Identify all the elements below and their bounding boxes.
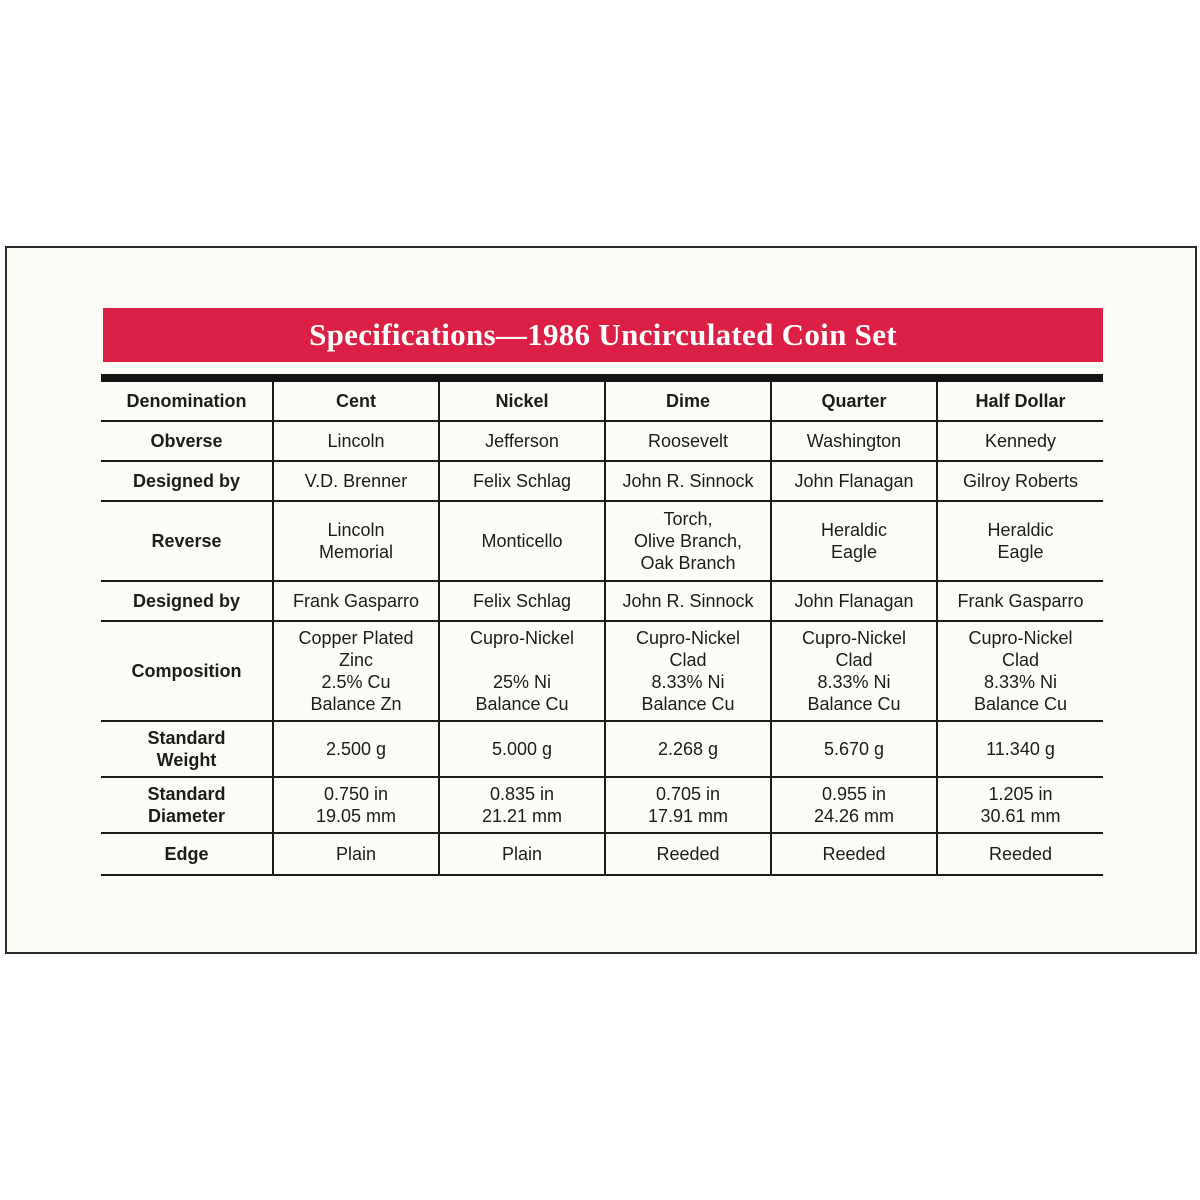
table-cell: Torch, Olive Branch, Oak Branch [605,501,771,581]
row-label: Designed by [101,461,273,501]
table-cell: Heraldic Eagle [937,501,1103,581]
table-cell: 0.750 in 19.05 mm [273,777,439,833]
table-cell: 2.500 g [273,721,439,777]
table-cell: Reeded [771,833,937,875]
table-cell: Gilroy Roberts [937,461,1103,501]
table-cell: Felix Schlag [439,461,605,501]
row-reverse [101,501,1103,581]
table-cell: Jefferson [439,421,605,461]
title-banner [103,308,1103,362]
table-cell: Reeded [605,833,771,875]
table-cell: 0.955 in 24.26 mm [771,777,937,833]
table-cell: Cupro-Nickel 25% Ni Balance Cu [439,621,605,721]
table-cell: Kennedy [937,421,1103,461]
table-cell: John R. Sinnock [605,461,771,501]
table-cell: Plain [439,833,605,875]
row-label: Designed by [101,581,273,621]
row-standard-weight [101,721,1103,777]
table-cell: Copper Plated Zinc 2.5% Cu Balance Zn [273,621,439,721]
row-obverse-designer [101,461,1103,501]
table-cell: Reeded [937,833,1103,875]
denomination-quarter: Quarter [771,378,937,421]
row-edge [101,833,1103,875]
table-cell: Cupro-Nickel Clad 8.33% Ni Balance Cu [937,621,1103,721]
row-label: Standard Weight [101,721,273,777]
table-cell: Plain [273,833,439,875]
table-cell: 11.340 g [937,721,1103,777]
table-cell: 2.268 g [605,721,771,777]
row-label: Reverse [101,501,273,581]
row-label: Standard Diameter [101,777,273,833]
table-cell: John R. Sinnock [605,581,771,621]
table-cell: Roosevelt [605,421,771,461]
table-cell: Cupro-Nickel Clad 8.33% Ni Balance Cu [771,621,937,721]
table-cell: Cupro-Nickel Clad 8.33% Ni Balance Cu [605,621,771,721]
table-cell: 0.705 in 17.91 mm [605,777,771,833]
row-label: Composition [101,621,273,721]
row-composition [101,621,1103,721]
denomination-half-dollar: Half Dollar [937,378,1103,421]
spec-table [101,374,1103,876]
table-cell: Lincoln Memorial [273,501,439,581]
denomination-nickel: Nickel [439,378,605,421]
denomination-cent: Cent [273,378,439,421]
table-cell: 5.670 g [771,721,937,777]
table-cell: 0.835 in 21.21 mm [439,777,605,833]
table-cell: 5.000 g [439,721,605,777]
table-cell: Lincoln [273,421,439,461]
row-denomination [101,378,1103,421]
spec-card [5,246,1197,954]
table-cell: Monticello [439,501,605,581]
row-label: Denomination [101,378,273,421]
row-standard-diameter [101,777,1103,833]
row-obverse [101,421,1103,461]
row-reverse-designer [101,581,1103,621]
denomination-dime: Dime [605,378,771,421]
page-title: Specifications—1986 Uncirculated Coin Set [309,317,897,352]
table-cell: Frank Gasparro [937,581,1103,621]
table-cell: V.D. Brenner [273,461,439,501]
table-cell: Felix Schlag [439,581,605,621]
row-label: Obverse [101,421,273,461]
table-cell: John Flanagan [771,461,937,501]
table-cell: Frank Gasparro [273,581,439,621]
table-cell: John Flanagan [771,581,937,621]
table-cell: Washington [771,421,937,461]
table-cell: 1.205 in 30.61 mm [937,777,1103,833]
table-cell: Heraldic Eagle [771,501,937,581]
row-label: Edge [101,833,273,875]
